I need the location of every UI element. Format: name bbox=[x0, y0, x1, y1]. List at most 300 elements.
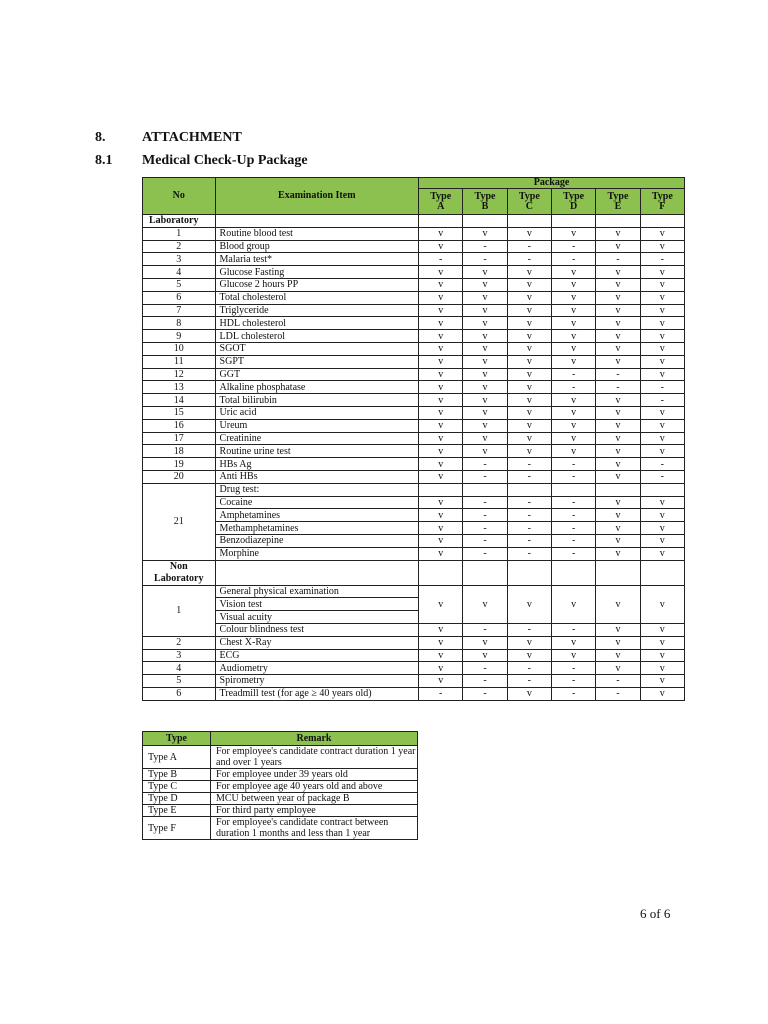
package-mark: v bbox=[596, 240, 640, 253]
package-mark: - bbox=[507, 534, 551, 547]
remark-header-remark: Remark bbox=[211, 732, 418, 746]
package-mark: v bbox=[640, 355, 684, 368]
package-mark: - bbox=[596, 381, 640, 394]
package-mark: v bbox=[640, 266, 684, 279]
row-number: 19 bbox=[143, 458, 216, 471]
remark-row bbox=[143, 793, 418, 805]
package-mark: v bbox=[640, 432, 684, 445]
package-mark: v bbox=[596, 291, 640, 304]
examination-item: Glucose 2 hours PP bbox=[215, 278, 419, 291]
table-row bbox=[143, 623, 685, 636]
package-mark: - bbox=[551, 368, 595, 381]
empty-cell bbox=[507, 560, 551, 585]
package-mark: v bbox=[463, 330, 507, 343]
package-mark: v bbox=[419, 381, 463, 394]
package-mark: v bbox=[551, 636, 595, 649]
package-mark: v bbox=[463, 342, 507, 355]
empty-cell bbox=[463, 483, 507, 496]
row-number: 4 bbox=[143, 266, 216, 279]
package-mark: v bbox=[419, 394, 463, 407]
package-mark: v bbox=[596, 496, 640, 509]
examination-item: General physical examination bbox=[215, 585, 419, 598]
package-mark: - bbox=[551, 253, 595, 266]
table-row bbox=[143, 522, 685, 535]
package-mark: v bbox=[419, 496, 463, 509]
package-mark: v bbox=[419, 534, 463, 547]
examination-item: ECG bbox=[215, 649, 419, 662]
package-mark: - bbox=[551, 687, 595, 700]
package-mark: v bbox=[463, 419, 507, 432]
package-mark: v bbox=[596, 623, 640, 636]
row-number: 15 bbox=[143, 406, 216, 419]
package-mark: - bbox=[507, 509, 551, 522]
remark-text: For third party employee bbox=[211, 805, 418, 817]
package-mark: v bbox=[419, 240, 463, 253]
package-mark: v bbox=[640, 304, 684, 317]
package-mark: v bbox=[463, 649, 507, 662]
row-number: 14 bbox=[143, 394, 216, 407]
package-mark: v bbox=[596, 636, 640, 649]
empty-cell bbox=[507, 483, 551, 496]
package-mark: - bbox=[507, 623, 551, 636]
table-row bbox=[143, 419, 685, 432]
remark-row bbox=[143, 817, 418, 840]
package-mark: v bbox=[507, 304, 551, 317]
row-number: 1 bbox=[143, 585, 216, 636]
package-mark: v bbox=[507, 227, 551, 240]
package-mark: v bbox=[596, 445, 640, 458]
examination-item: SGOT bbox=[215, 342, 419, 355]
package-mark: v bbox=[463, 406, 507, 419]
package-mark: v bbox=[507, 342, 551, 355]
examination-item: Total bilirubin bbox=[215, 394, 419, 407]
package-mark: v bbox=[596, 304, 640, 317]
package-mark: v bbox=[551, 227, 595, 240]
package-mark: v bbox=[463, 445, 507, 458]
package-mark: v bbox=[507, 266, 551, 279]
package-mark: v bbox=[507, 278, 551, 291]
header-type-e: Type E bbox=[596, 189, 640, 215]
package-mark: v bbox=[463, 394, 507, 407]
package-mark: - bbox=[551, 675, 595, 688]
examination-item: SGPT bbox=[215, 355, 419, 368]
package-mark: v bbox=[463, 291, 507, 304]
package-mark: v bbox=[596, 278, 640, 291]
table-row bbox=[143, 406, 685, 419]
table-row bbox=[143, 458, 685, 471]
package-mark: - bbox=[507, 240, 551, 253]
package-mark: v bbox=[640, 547, 684, 560]
examination-item: Colour blindness test bbox=[215, 623, 419, 636]
package-mark: - bbox=[551, 509, 595, 522]
remark-header-type: Type bbox=[143, 732, 211, 746]
package-mark: - bbox=[507, 470, 551, 483]
package-mark: v bbox=[419, 355, 463, 368]
empty-cell bbox=[419, 483, 463, 496]
package-mark: v bbox=[596, 406, 640, 419]
package-mark: - bbox=[596, 687, 640, 700]
package-mark: v bbox=[640, 342, 684, 355]
row-number: 3 bbox=[143, 253, 216, 266]
row-number: 2 bbox=[143, 240, 216, 253]
package-mark: v bbox=[419, 649, 463, 662]
package-mark: v bbox=[551, 585, 595, 623]
package-mark: v bbox=[551, 649, 595, 662]
package-mark: - bbox=[463, 496, 507, 509]
package-mark: v bbox=[551, 317, 595, 330]
package-mark: v bbox=[596, 534, 640, 547]
empty-cell bbox=[551, 215, 595, 228]
table-row bbox=[143, 649, 685, 662]
row-number: 13 bbox=[143, 381, 216, 394]
package-mark: v bbox=[507, 394, 551, 407]
package-mark: v bbox=[419, 317, 463, 330]
package-mark: - bbox=[640, 470, 684, 483]
package-mark: - bbox=[551, 240, 595, 253]
package-mark: v bbox=[419, 585, 463, 623]
package-mark: - bbox=[507, 547, 551, 560]
examination-item: Creatinine bbox=[215, 432, 419, 445]
remark-type: Type A bbox=[143, 746, 211, 769]
package-mark: v bbox=[640, 317, 684, 330]
examination-item: GGT bbox=[215, 368, 419, 381]
package-mark: v bbox=[551, 342, 595, 355]
package-mark: v bbox=[419, 675, 463, 688]
row-number: 17 bbox=[143, 432, 216, 445]
package-mark: v bbox=[596, 342, 640, 355]
table-row bbox=[143, 240, 685, 253]
package-mark: v bbox=[419, 419, 463, 432]
package-mark: - bbox=[463, 240, 507, 253]
row-number: 7 bbox=[143, 304, 216, 317]
examination-item: Routine urine test bbox=[215, 445, 419, 458]
examination-item: Glucose Fasting bbox=[215, 266, 419, 279]
package-mark: v bbox=[640, 687, 684, 700]
package-mark: v bbox=[596, 394, 640, 407]
package-mark: v bbox=[551, 304, 595, 317]
package-mark: v bbox=[463, 368, 507, 381]
package-mark: v bbox=[596, 419, 640, 432]
package-mark: v bbox=[596, 355, 640, 368]
package-mark: v bbox=[640, 330, 684, 343]
package-mark: - bbox=[507, 662, 551, 675]
remark-type: Type B bbox=[143, 769, 211, 781]
package-mark: - bbox=[507, 496, 551, 509]
package-mark: v bbox=[463, 227, 507, 240]
row-number: 1 bbox=[143, 227, 216, 240]
package-mark: v bbox=[419, 432, 463, 445]
row-number: 9 bbox=[143, 330, 216, 343]
package-mark: v bbox=[419, 368, 463, 381]
row-number: 5 bbox=[143, 675, 216, 688]
package-mark: v bbox=[640, 240, 684, 253]
table-row bbox=[143, 547, 685, 560]
package-mark: - bbox=[551, 623, 595, 636]
package-mark: v bbox=[507, 636, 551, 649]
row-number: 16 bbox=[143, 419, 216, 432]
table-row bbox=[143, 496, 685, 509]
package-mark: v bbox=[551, 330, 595, 343]
package-mark: - bbox=[640, 253, 684, 266]
table-row bbox=[143, 278, 685, 291]
examination-item: Triglyceride bbox=[215, 304, 419, 317]
table-row bbox=[143, 585, 685, 598]
examination-item: Total cholesterol bbox=[215, 291, 419, 304]
examination-item: LDL cholesterol bbox=[215, 330, 419, 343]
table-row bbox=[143, 432, 685, 445]
package-mark: v bbox=[640, 636, 684, 649]
package-mark: v bbox=[463, 636, 507, 649]
package-mark: v bbox=[419, 304, 463, 317]
package-mark: v bbox=[463, 278, 507, 291]
table-row bbox=[143, 368, 685, 381]
package-mark: v bbox=[640, 649, 684, 662]
examination-item: Routine blood test bbox=[215, 227, 419, 240]
empty-cell bbox=[596, 560, 640, 585]
package-mark: - bbox=[551, 496, 595, 509]
package-mark: v bbox=[463, 266, 507, 279]
package-mark: v bbox=[596, 266, 640, 279]
package-mark: v bbox=[419, 445, 463, 458]
examination-item: Methamphetamines bbox=[215, 522, 419, 535]
examination-item: Cocaine bbox=[215, 496, 419, 509]
remark-table bbox=[142, 731, 418, 840]
package-mark: v bbox=[463, 317, 507, 330]
remark-type: Type D bbox=[143, 793, 211, 805]
empty-cell bbox=[640, 483, 684, 496]
remark-text: For employee age 40 years old and above bbox=[211, 781, 418, 793]
section-title: ATTACHMENT bbox=[142, 130, 242, 145]
table-row bbox=[143, 483, 685, 496]
package-mark: - bbox=[596, 675, 640, 688]
package-mark: - bbox=[463, 458, 507, 471]
package-mark: v bbox=[596, 227, 640, 240]
package-mark: - bbox=[463, 470, 507, 483]
header-type-d: Type D bbox=[551, 189, 595, 215]
package-mark: v bbox=[640, 368, 684, 381]
package-mark: v bbox=[596, 317, 640, 330]
package-mark: v bbox=[507, 291, 551, 304]
package-mark: v bbox=[640, 291, 684, 304]
table-row bbox=[143, 534, 685, 547]
examination-item: HDL cholesterol bbox=[215, 317, 419, 330]
remark-text: For employee's candidate contract duration 1 year and over 1 years bbox=[211, 746, 418, 769]
package-mark: v bbox=[463, 381, 507, 394]
table-row bbox=[143, 662, 685, 675]
package-mark: v bbox=[640, 406, 684, 419]
examination-item: Alkaline phosphatase bbox=[215, 381, 419, 394]
examination-item: Visual acuity bbox=[215, 611, 419, 624]
package-mark: v bbox=[551, 432, 595, 445]
empty-cell bbox=[551, 560, 595, 585]
package-mark: v bbox=[507, 317, 551, 330]
remark-row bbox=[143, 769, 418, 781]
empty-cell bbox=[463, 215, 507, 228]
package-mark: v bbox=[640, 585, 684, 623]
package-mark: - bbox=[507, 522, 551, 535]
package-mark: v bbox=[419, 547, 463, 560]
package-mark: v bbox=[640, 623, 684, 636]
table-row bbox=[143, 227, 685, 240]
remark-text: MCU between year of package B bbox=[211, 793, 418, 805]
remark-type: Type F bbox=[143, 817, 211, 840]
package-mark: v bbox=[419, 458, 463, 471]
package-mark: v bbox=[596, 522, 640, 535]
package-mark: - bbox=[551, 470, 595, 483]
row-number: 8 bbox=[143, 317, 216, 330]
empty-cell bbox=[507, 215, 551, 228]
package-mark: v bbox=[507, 585, 551, 623]
package-mark: v bbox=[507, 649, 551, 662]
package-mark: v bbox=[419, 470, 463, 483]
package-mark: - bbox=[463, 522, 507, 535]
examination-item: Morphine bbox=[215, 547, 419, 560]
table-row bbox=[143, 636, 685, 649]
medical-checkup-table bbox=[142, 177, 685, 701]
laboratory-label: Laboratory bbox=[143, 215, 216, 228]
package-mark: - bbox=[463, 623, 507, 636]
package-mark: v bbox=[507, 368, 551, 381]
package-mark: - bbox=[551, 662, 595, 675]
package-mark: v bbox=[596, 330, 640, 343]
non-label-line2: Laboratory bbox=[154, 572, 204, 584]
package-mark: v bbox=[419, 509, 463, 522]
package-mark: v bbox=[596, 649, 640, 662]
subsection-title: Medical Check-Up Package bbox=[142, 153, 308, 168]
table-row bbox=[143, 317, 685, 330]
package-mark: - bbox=[463, 253, 507, 266]
package-mark: v bbox=[596, 458, 640, 471]
package-mark: v bbox=[419, 291, 463, 304]
table-row bbox=[143, 445, 685, 458]
package-mark: - bbox=[551, 458, 595, 471]
package-mark: - bbox=[507, 458, 551, 471]
package-mark: v bbox=[507, 445, 551, 458]
table-row bbox=[143, 266, 685, 279]
header-type-b: Type B bbox=[463, 189, 507, 215]
package-mark: v bbox=[551, 445, 595, 458]
package-mark: v bbox=[596, 662, 640, 675]
row-number: 6 bbox=[143, 687, 216, 700]
package-mark: v bbox=[640, 227, 684, 240]
package-mark: - bbox=[596, 368, 640, 381]
examination-item: Benzodiazepine bbox=[215, 534, 419, 547]
empty-cell bbox=[215, 215, 419, 228]
package-mark: - bbox=[463, 547, 507, 560]
header-type-c: Type C bbox=[507, 189, 551, 215]
remark-row bbox=[143, 781, 418, 793]
package-mark: v bbox=[419, 342, 463, 355]
examination-item: Audiometry bbox=[215, 662, 419, 675]
table-row bbox=[143, 470, 685, 483]
examination-item: Ureum bbox=[215, 419, 419, 432]
remark-text: For employee under 39 years old bbox=[211, 769, 418, 781]
package-mark: v bbox=[463, 304, 507, 317]
remark-row bbox=[143, 805, 418, 817]
package-mark: - bbox=[640, 394, 684, 407]
examination-item: Uric acid bbox=[215, 406, 419, 419]
package-mark: v bbox=[640, 496, 684, 509]
package-mark: v bbox=[551, 266, 595, 279]
package-mark: - bbox=[640, 381, 684, 394]
package-mark: v bbox=[596, 547, 640, 560]
examination-item: Blood group bbox=[215, 240, 419, 253]
package-mark: v bbox=[640, 522, 684, 535]
remark-text: For employee's candidate contract between duration 1 months and less than 1 year bbox=[211, 817, 418, 840]
examination-item: HBs Ag bbox=[215, 458, 419, 471]
examination-item: Amphetamines bbox=[215, 509, 419, 522]
package-mark: v bbox=[551, 278, 595, 291]
page-number: 6 of 6 bbox=[640, 906, 671, 921]
header-type-a: Type A bbox=[419, 189, 463, 215]
subsection-number: 8.1 bbox=[95, 153, 113, 168]
remark-type: Type E bbox=[143, 805, 211, 817]
row-number: 6 bbox=[143, 291, 216, 304]
package-mark: v bbox=[463, 585, 507, 623]
examination-item: Anti HBs bbox=[215, 470, 419, 483]
remark-type: Type C bbox=[143, 781, 211, 793]
row-number: 18 bbox=[143, 445, 216, 458]
package-mark: v bbox=[419, 406, 463, 419]
package-mark: v bbox=[596, 509, 640, 522]
package-mark: v bbox=[551, 419, 595, 432]
table-row bbox=[143, 394, 685, 407]
package-mark: v bbox=[596, 470, 640, 483]
package-mark: - bbox=[640, 458, 684, 471]
remark-row bbox=[143, 746, 418, 769]
package-mark: v bbox=[419, 266, 463, 279]
package-mark: v bbox=[507, 419, 551, 432]
package-mark: v bbox=[551, 291, 595, 304]
package-mark: v bbox=[419, 636, 463, 649]
examination-item: Vision test bbox=[215, 598, 419, 611]
package-mark: - bbox=[551, 547, 595, 560]
header-examination-item: Examination Item bbox=[215, 178, 419, 215]
package-mark: v bbox=[551, 355, 595, 368]
package-mark: - bbox=[507, 253, 551, 266]
table-row bbox=[143, 304, 685, 317]
package-mark: - bbox=[419, 687, 463, 700]
examination-item: Chest X-Ray bbox=[215, 636, 419, 649]
non-label-line1: Non bbox=[169, 560, 188, 572]
empty-cell bbox=[215, 560, 419, 585]
package-mark: - bbox=[463, 687, 507, 700]
empty-cell bbox=[419, 215, 463, 228]
row-number: 21 bbox=[143, 483, 216, 560]
package-mark: v bbox=[551, 394, 595, 407]
empty-cell bbox=[596, 215, 640, 228]
package-mark: v bbox=[640, 534, 684, 547]
drug-test-title: Drug test: bbox=[215, 483, 419, 496]
package-mark: - bbox=[463, 675, 507, 688]
examination-item: Spirometry bbox=[215, 675, 419, 688]
row-number: 10 bbox=[143, 342, 216, 355]
row-number: 20 bbox=[143, 470, 216, 483]
package-mark: v bbox=[507, 330, 551, 343]
package-mark: v bbox=[507, 406, 551, 419]
package-mark: - bbox=[551, 534, 595, 547]
row-number: 3 bbox=[143, 649, 216, 662]
package-mark: v bbox=[551, 406, 595, 419]
header-no: No bbox=[143, 178, 216, 215]
package-mark: v bbox=[640, 419, 684, 432]
package-mark: v bbox=[463, 355, 507, 368]
table-row bbox=[143, 330, 685, 343]
row-number: 11 bbox=[143, 355, 216, 368]
section-row-laboratory bbox=[143, 215, 685, 228]
package-mark: v bbox=[419, 623, 463, 636]
package-mark: - bbox=[596, 253, 640, 266]
